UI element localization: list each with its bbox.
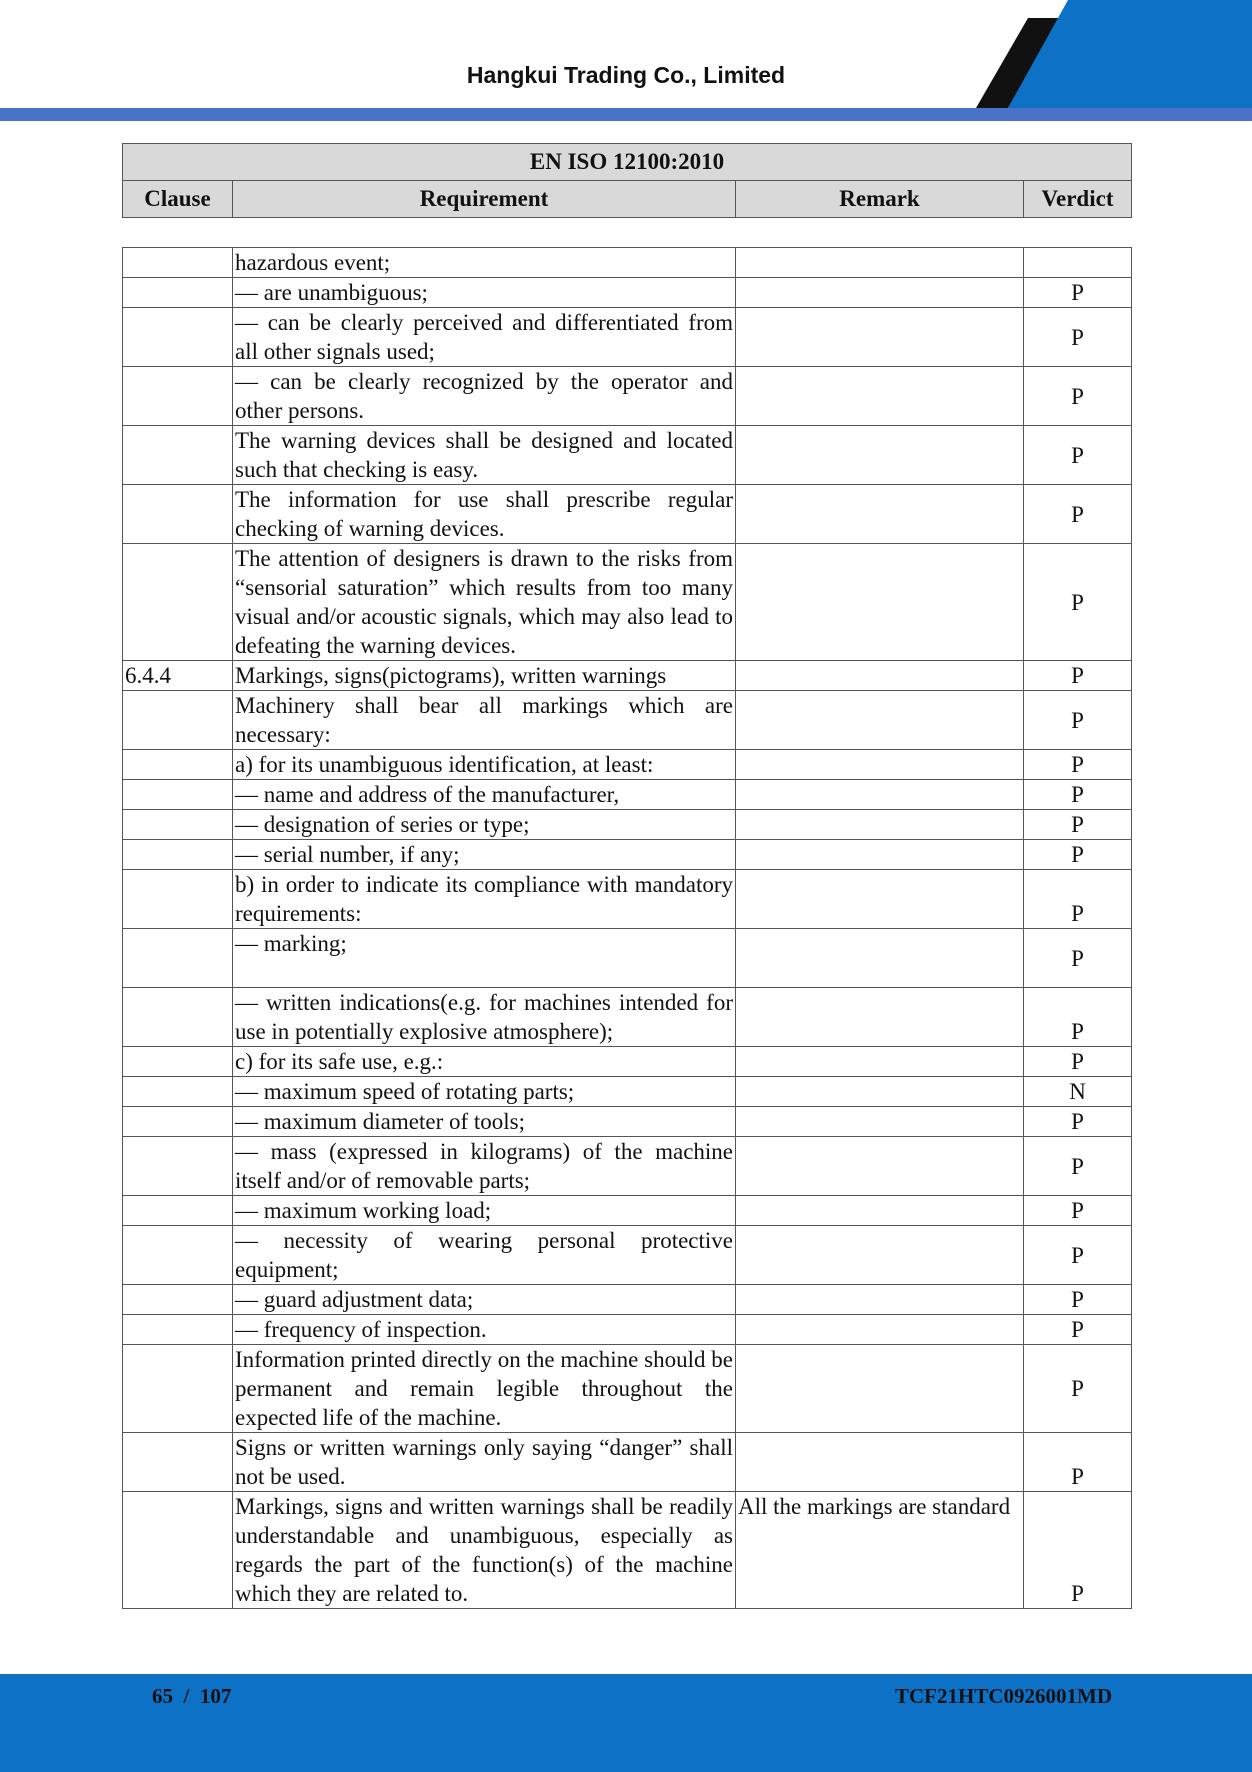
table-row	[123, 929, 1132, 988]
cell-remark	[736, 1196, 1024, 1226]
cell-clause	[123, 691, 233, 750]
table-row	[123, 485, 1132, 544]
table-row	[123, 661, 1132, 691]
cell-remark	[736, 1047, 1024, 1077]
cell-verdict: P	[1024, 661, 1132, 691]
cell-verdict: P	[1024, 1492, 1132, 1609]
table-row	[123, 426, 1132, 485]
company-name: Hangkui Trading Co., Limited	[466, 62, 786, 88]
cell-verdict	[1024, 248, 1132, 278]
cell-verdict: P	[1024, 544, 1132, 661]
table-row	[123, 1047, 1132, 1077]
cell-remark	[736, 780, 1024, 810]
cell-requirement: — marking;	[233, 929, 736, 988]
cell-clause	[123, 1077, 233, 1107]
cell-remark	[736, 1226, 1024, 1285]
table-row	[123, 367, 1132, 426]
cell-verdict: P	[1024, 691, 1132, 750]
cell-verdict: P	[1024, 988, 1132, 1047]
cell-remark: All the markings are standard	[736, 1492, 1024, 1609]
cell-remark	[736, 248, 1024, 278]
cell-remark	[736, 1137, 1024, 1196]
cell-verdict: P	[1024, 485, 1132, 544]
col-verdict: Verdict	[1024, 181, 1132, 218]
cell-clause	[123, 426, 233, 485]
cell-verdict: P	[1024, 1196, 1132, 1226]
cell-clause	[123, 544, 233, 661]
cell-remark	[736, 1077, 1024, 1107]
col-remark: Remark	[736, 181, 1024, 218]
cell-verdict: P	[1024, 308, 1132, 367]
table-row	[123, 1285, 1132, 1315]
table-row	[123, 1226, 1132, 1285]
cell-requirement: — maximum diameter of tools;	[233, 1107, 736, 1137]
cell-remark	[736, 691, 1024, 750]
cell-clause	[123, 780, 233, 810]
cell-remark	[736, 544, 1024, 661]
cell-remark	[736, 840, 1024, 870]
cell-clause	[123, 367, 233, 426]
cell-verdict: P	[1024, 1315, 1132, 1345]
cell-requirement: hazardous event;	[233, 248, 736, 278]
cell-remark	[736, 1433, 1024, 1492]
cell-verdict: P	[1024, 1433, 1132, 1492]
cell-verdict: P	[1024, 278, 1132, 308]
table-row	[123, 1107, 1132, 1137]
cell-clause	[123, 1492, 233, 1609]
page-number: 65 / 107	[152, 1684, 232, 1708]
table-row	[123, 750, 1132, 780]
document-number: TCF21HTC0926001MD	[895, 1684, 1112, 1708]
cell-verdict: P	[1024, 810, 1132, 840]
cell-requirement: — can be clearly recognized by the operator and other persons.	[233, 367, 736, 426]
table-row	[123, 1137, 1132, 1196]
cell-requirement: — can be clearly perceived and differentiated from all other signals used;	[233, 308, 736, 367]
cell-remark	[736, 485, 1024, 544]
table-row	[123, 1077, 1132, 1107]
cell-requirement: — written indications(e.g. for machines intended for use in potentially explosive atmosphere);	[233, 988, 736, 1047]
cell-clause	[123, 750, 233, 780]
cell-remark	[736, 426, 1024, 485]
cell-requirement: — maximum working load;	[233, 1196, 736, 1226]
cell-verdict: P	[1024, 750, 1132, 780]
cell-remark	[736, 367, 1024, 426]
cell-remark	[736, 750, 1024, 780]
cell-requirement: Markings, signs(pictograms), written warnings	[233, 661, 736, 691]
cell-requirement: — serial number, if any;	[233, 840, 736, 870]
cell-remark	[736, 1315, 1024, 1345]
cell-remark	[736, 308, 1024, 367]
table-row	[123, 1315, 1132, 1345]
cell-clause	[123, 248, 233, 278]
cell-requirement: Markings, signs and written warnings shall be readily understandable and unambiguous, especially as regards the part of the function(s) of the machine which they are related to.	[233, 1492, 736, 1609]
table-row	[123, 308, 1132, 367]
cell-clause	[123, 1047, 233, 1077]
table-row	[123, 278, 1132, 308]
table-header	[122, 143, 1132, 218]
col-clause: Clause	[123, 181, 233, 218]
cell-clause	[123, 1345, 233, 1433]
cell-verdict: N	[1024, 1077, 1132, 1107]
cell-requirement: Signs or written warnings only saying “danger” shall not be used.	[233, 1433, 736, 1492]
cell-clause	[123, 988, 233, 1047]
cell-requirement: — name and address of the manufacturer,	[233, 780, 736, 810]
cell-remark	[736, 278, 1024, 308]
requirements-table	[122, 247, 1132, 1609]
table-row	[123, 840, 1132, 870]
cell-requirement: c) for its safe use, e.g.:	[233, 1047, 736, 1077]
table-row	[123, 780, 1132, 810]
cell-requirement: Information printed directly on the machine should be permanent and remain legible throughout the expected life of the machine.	[233, 1345, 736, 1433]
cell-requirement: — guard adjustment data;	[233, 1285, 736, 1315]
cell-requirement: — mass (expressed in kilograms) of the machine itself and/or of removable parts;	[233, 1137, 736, 1196]
cell-verdict: P	[1024, 367, 1132, 426]
cell-verdict: P	[1024, 1047, 1132, 1077]
cell-verdict: P	[1024, 1226, 1132, 1285]
table-row	[123, 1433, 1132, 1492]
cell-requirement: The warning devices shall be designed and located such that checking is easy.	[233, 426, 736, 485]
cell-requirement: — maximum speed of rotating parts;	[233, 1077, 736, 1107]
header-blue-block	[1008, 0, 1252, 108]
standard-title: EN ISO 12100:2010	[123, 144, 1132, 181]
cell-clause	[123, 1285, 233, 1315]
cell-requirement: a) for its unambiguous identification, at least:	[233, 750, 736, 780]
cell-verdict: P	[1024, 780, 1132, 810]
table-row	[123, 544, 1132, 661]
footer-bar	[0, 1674, 1252, 1772]
cell-clause	[123, 308, 233, 367]
cell-clause	[123, 1433, 233, 1492]
cell-clause	[123, 278, 233, 308]
table-row	[123, 1196, 1132, 1226]
cell-verdict: P	[1024, 870, 1132, 929]
cell-clause	[123, 1196, 233, 1226]
cell-requirement: — frequency of inspection.	[233, 1315, 736, 1345]
cell-remark	[736, 988, 1024, 1047]
table-row	[123, 691, 1132, 750]
cell-requirement: — designation of series or type;	[233, 810, 736, 840]
cell-remark	[736, 810, 1024, 840]
cell-clause	[123, 1107, 233, 1137]
header-bar	[0, 108, 1252, 121]
cell-remark	[736, 661, 1024, 691]
cell-remark	[736, 1285, 1024, 1315]
cell-requirement: Machinery shall bear all markings which are necessary:	[233, 691, 736, 750]
table-row	[123, 248, 1132, 278]
cell-verdict: P	[1024, 840, 1132, 870]
cell-requirement: — are unambiguous;	[233, 278, 736, 308]
cell-clause	[123, 870, 233, 929]
cell-remark	[736, 1107, 1024, 1137]
cell-remark	[736, 929, 1024, 988]
cell-clause: 6.4.4	[123, 661, 233, 691]
cell-verdict: P	[1024, 1107, 1132, 1137]
cell-requirement: The information for use shall prescribe regular checking of warning devices.	[233, 485, 736, 544]
table-row	[123, 810, 1132, 840]
cell-remark	[736, 1345, 1024, 1433]
cell-verdict: P	[1024, 426, 1132, 485]
table-row	[123, 1345, 1132, 1433]
page-total: 107	[199, 1684, 232, 1708]
cell-verdict: P	[1024, 1137, 1132, 1196]
cell-verdict: P	[1024, 1285, 1132, 1315]
cell-requirement: The attention of designers is drawn to the risks from “sensorial saturation” which results from too many visual and/or acoustic signals, which may also lead to defeating the warning devices.	[233, 544, 736, 661]
cell-clause	[123, 810, 233, 840]
cell-remark	[736, 870, 1024, 929]
cell-clause	[123, 929, 233, 988]
cell-clause	[123, 485, 233, 544]
table-row	[123, 988, 1132, 1047]
cell-verdict: P	[1024, 1345, 1132, 1433]
cell-clause	[123, 840, 233, 870]
cell-requirement: — necessity of wearing personal protective equipment;	[233, 1226, 736, 1285]
cell-clause	[123, 1315, 233, 1345]
table-row	[123, 1492, 1132, 1609]
cell-requirement: b) in order to indicate its compliance with mandatory requirements:	[233, 870, 736, 929]
col-requirement: Requirement	[233, 181, 736, 218]
cell-clause	[123, 1137, 233, 1196]
cell-clause	[123, 1226, 233, 1285]
page-current: 65	[152, 1684, 173, 1708]
cell-verdict: P	[1024, 929, 1132, 988]
table-row	[123, 870, 1132, 929]
